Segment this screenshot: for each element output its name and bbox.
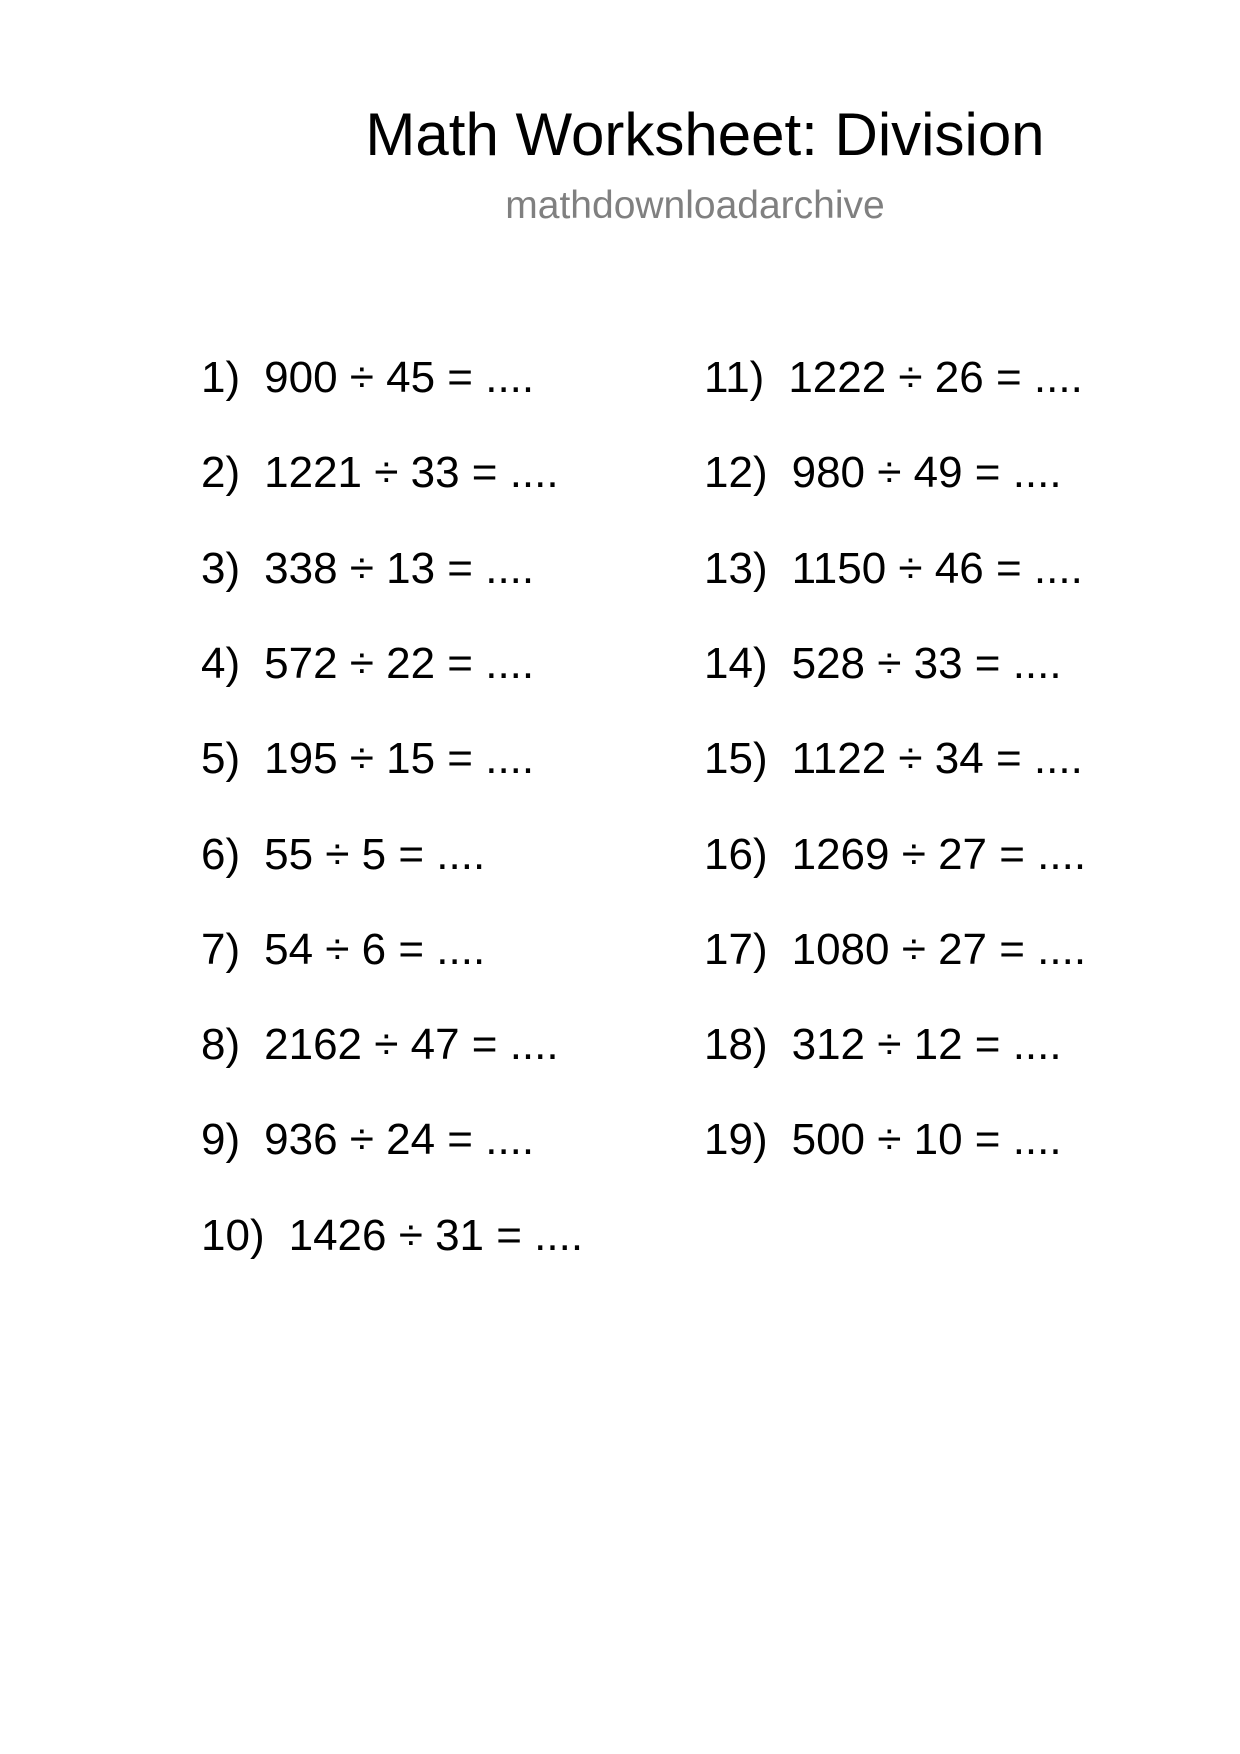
problem-number: 12) <box>704 448 768 498</box>
problem-number: 10) <box>201 1210 265 1260</box>
problem-expression: 1269 ÷ 27 = .... <box>791 829 1087 879</box>
problem-expression: 980 ÷ 49 = .... <box>791 448 1062 498</box>
problem-item <box>704 448 1062 498</box>
problem-number: 3) <box>201 543 241 593</box>
problem-item <box>201 1211 583 1261</box>
problem-item <box>201 448 559 498</box>
problem-item <box>201 734 534 784</box>
problem-expression: 1122 ÷ 34 = .... <box>791 734 1083 784</box>
problem-number: 19) <box>704 1115 768 1165</box>
problem-expression: 195 ÷ 15 = .... <box>264 734 535 784</box>
problem-item <box>704 544 1083 594</box>
problem-item <box>704 925 1086 975</box>
worksheet-title: Math Worksheet: Division <box>365 101 1045 168</box>
problem-expression: 1080 ÷ 27 = .... <box>791 924 1087 974</box>
problem-expression: 572 ÷ 22 = .... <box>264 638 535 688</box>
problem-number: 18) <box>704 1020 768 1070</box>
problem-expression: 500 ÷ 10 = .... <box>791 1115 1062 1165</box>
problem-item <box>201 925 485 975</box>
problem-number: 11) <box>704 353 765 402</box>
problem-item <box>704 353 1083 403</box>
problem-item <box>201 353 534 403</box>
problem-expression: 1222 ÷ 26 = .... <box>788 353 1083 402</box>
problem-item <box>704 639 1062 689</box>
problem-item <box>704 734 1083 784</box>
problem-expression: 54 ÷ 6 = .... <box>264 924 486 974</box>
problem-number: 4) <box>201 638 241 688</box>
problem-number: 17) <box>704 924 768 974</box>
problem-expression: 936 ÷ 24 = .... <box>264 1115 535 1165</box>
worksheet-source: mathdownloadarchive <box>505 184 885 227</box>
problem-number: 1) <box>201 353 241 402</box>
problem-item <box>704 830 1086 880</box>
problem-expression: 1221 ÷ 33 = .... <box>264 448 559 498</box>
problem-expression: 1426 ÷ 31 = .... <box>288 1210 584 1260</box>
problem-number: 14) <box>704 638 768 688</box>
problem-number: 9) <box>201 1115 241 1165</box>
problem-number: 2) <box>201 448 241 498</box>
problem-item <box>201 1115 534 1165</box>
problem-expression: 900 ÷ 45 = .... <box>264 353 535 402</box>
problem-number: 15) <box>704 734 768 784</box>
problem-number: 16) <box>704 829 768 879</box>
problem-expression: 55 ÷ 5 = .... <box>264 829 486 879</box>
problem-expression: 1150 ÷ 46 = .... <box>791 543 1083 593</box>
problem-item <box>201 639 534 689</box>
problem-expression: 338 ÷ 13 = .... <box>264 543 535 593</box>
problem-item <box>704 1020 1062 1070</box>
problem-number: 8) <box>201 1020 241 1070</box>
problem-expression: 2162 ÷ 47 = .... <box>264 1020 559 1070</box>
problem-number: 7) <box>201 924 241 974</box>
problem-expression: 528 ÷ 33 = .... <box>791 638 1062 688</box>
problem-item <box>201 830 485 880</box>
problem-item <box>201 1020 559 1070</box>
problem-number: 6) <box>201 829 241 879</box>
problem-item <box>704 1115 1062 1165</box>
problem-item <box>201 544 534 594</box>
problem-number: 13) <box>704 543 768 593</box>
problem-number: 5) <box>201 734 241 784</box>
problem-expression: 312 ÷ 12 = .... <box>791 1020 1062 1070</box>
